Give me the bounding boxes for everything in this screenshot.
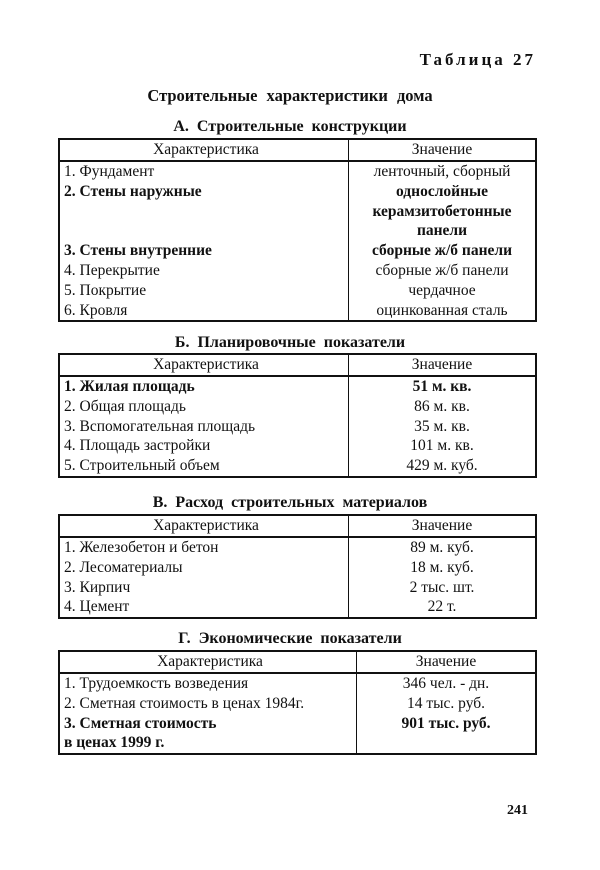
table-row (60, 261, 535, 281)
table-row (60, 417, 535, 437)
row-value: однослойные керамзитобетонные панели (372, 182, 512, 240)
table-row (60, 714, 535, 754)
row-characteristic: 3. Сметная стоимость в ценах 1999 г. (60, 714, 357, 754)
table-row (60, 281, 535, 301)
row-value: 101 м. кв. (410, 437, 474, 455)
row-value: 429 м. куб. (406, 457, 478, 475)
data-table (58, 650, 537, 755)
header-characteristic: Характеристика (60, 652, 357, 672)
row-value: 14 тыс. руб. (406, 694, 486, 712)
table-row (60, 578, 535, 598)
row-value: 51 м. кв. (412, 378, 472, 395)
row-characteristic: 5. Покрытие (60, 281, 349, 301)
table-row (60, 558, 535, 578)
data-table (58, 138, 537, 322)
row-value: сборные ж/б панели (375, 261, 509, 279)
row-characteristic: 2. Общая площадь (60, 397, 349, 417)
row-characteristic: 6. Кровля (60, 301, 349, 321)
section-title: А. Строительные конструкции (173, 118, 407, 135)
row-value: 901 тыс. руб. (401, 714, 491, 732)
row-value: 86 м. кв. (414, 397, 470, 415)
table-row (60, 674, 535, 694)
row-characteristic: 2. Лесоматериалы (60, 558, 349, 578)
row-characteristic: 1. Железобетон и бетон (60, 538, 349, 558)
page-number: 241 (507, 803, 528, 818)
section-title: Б. Планировочные показатели (174, 334, 406, 351)
row-value: ленточный, сборный (373, 163, 511, 180)
table-header (60, 355, 535, 377)
row-characteristic: 2. Сметная стоимость в ценах 1984г. (60, 694, 357, 714)
table-row (60, 538, 535, 558)
row-characteristic: 3. Кирпич (60, 578, 349, 598)
table-row (60, 301, 535, 321)
row-value: 2 тыс. шт. (409, 578, 475, 596)
table-row (60, 162, 535, 182)
data-table (58, 353, 537, 478)
row-characteristic: 4. Перекрытие (60, 261, 349, 281)
row-value: сборные ж/б панели (371, 242, 513, 260)
row-value: оцинкованная сталь (376, 301, 508, 319)
table-row (60, 377, 535, 397)
section-title: Г. Экономические показатели (178, 630, 402, 647)
header-value: Значение (411, 356, 473, 373)
header-characteristic: Характеристика (60, 355, 349, 375)
row-value: 18 м. куб. (410, 558, 474, 576)
row-characteristic: 1. Трудоемкость возведения (60, 674, 357, 694)
data-table (58, 514, 537, 619)
header-value: Значение (411, 141, 473, 158)
header-value: Значение (415, 653, 477, 670)
row-value: 346 чел. - дн. (402, 675, 490, 692)
page-title: Строительные характеристики дома (147, 86, 433, 105)
table-header (60, 140, 535, 162)
header-characteristic: Характеристика (60, 516, 349, 536)
row-characteristic: 4. Площадь застройки (60, 436, 349, 456)
row-characteristic: 3. Стены внутренние (60, 241, 349, 261)
table-row (60, 241, 535, 261)
row-value: 22 т. (427, 598, 457, 616)
section-title: В. Расход строительных материалов (152, 494, 428, 511)
table-row (60, 397, 535, 417)
table-label: Таблица 27 (419, 50, 536, 69)
header-value: Значение (411, 517, 473, 534)
table-row (60, 597, 535, 617)
row-characteristic: 1. Фундамент (60, 162, 349, 182)
row-characteristic: 2. Стены наружные (60, 182, 349, 241)
row-value: чердачное (408, 281, 476, 299)
row-characteristic: 5. Строительный объем (60, 456, 349, 476)
table-row (60, 694, 535, 714)
row-characteristic: 3. Вспомогательная площадь (60, 417, 349, 437)
table-row (60, 182, 535, 241)
row-characteristic: 1. Жилая площадь (60, 377, 349, 397)
header-characteristic: Характеристика (60, 140, 349, 160)
table-row (60, 436, 535, 456)
table-row (60, 456, 535, 476)
table-header (60, 652, 535, 674)
row-characteristic: 4. Цемент (60, 597, 349, 617)
row-value: 35 м. кв. (414, 417, 470, 435)
row-value: 89 м. куб. (410, 539, 474, 556)
table-header (60, 516, 535, 538)
